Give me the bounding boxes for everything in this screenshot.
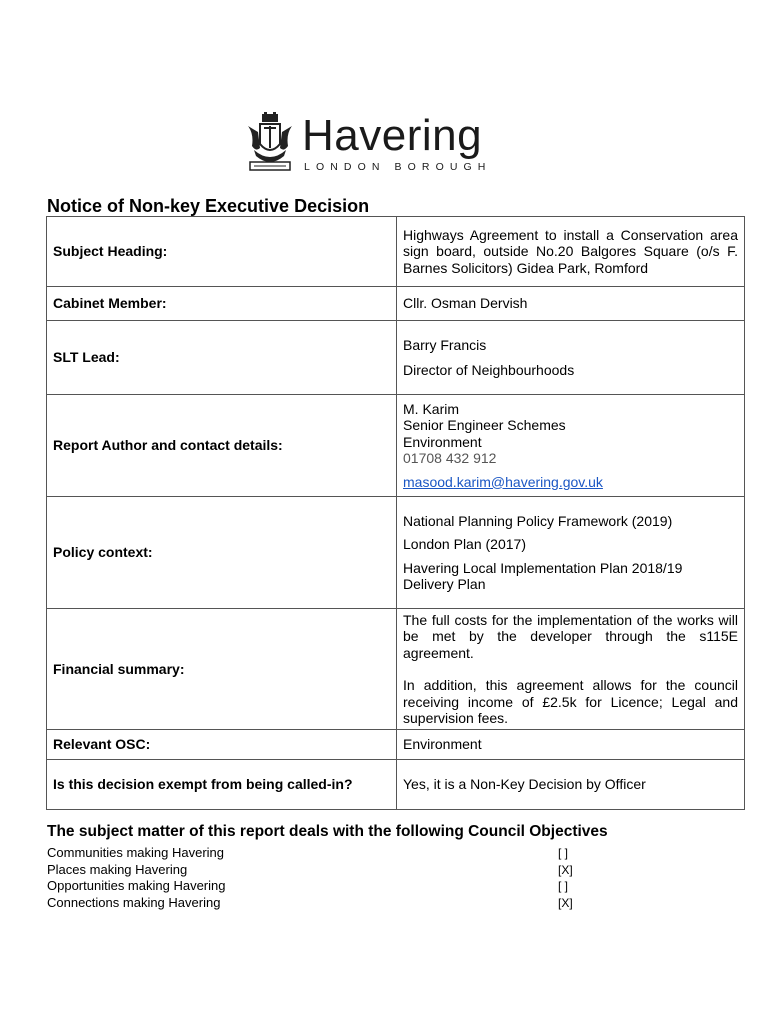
author-name: M. Karim <box>403 400 459 417</box>
row-policy-context <box>47 497 745 609</box>
row-cabinet-member <box>47 287 745 321</box>
policy-item: Havering Local Implementation Plan 2018/19 Delivery Plan <box>403 559 683 592</box>
slt-lead-role: Director of Neighbourhoods <box>403 362 575 378</box>
cabinet-member-value: Cllr. Osman Dervish <box>397 287 745 321</box>
subject-heading-text: Highways Agreement to install a Conservation area sign board, outside No.20 Balgores Square (o/s F. Barnes Solicitors) Gidea Park, Romford <box>403 226 738 276</box>
author-phone: 01708 432 912 <box>403 450 497 467</box>
relevant-osc-label: Relevant OSC: <box>47 730 397 760</box>
row-call-in-exemption <box>47 760 745 810</box>
council-objectives-title: The subject matter of this report deals with the following Council Objectives <box>47 823 608 840</box>
objective-label: Places making Havering <box>47 861 188 877</box>
objective-mark: [X] <box>558 862 573 877</box>
objective-mark: [X] <box>558 895 573 910</box>
row-financial-summary <box>47 609 745 730</box>
subject-heading-label: Subject Heading: <box>47 217 397 287</box>
row-subject-heading <box>47 217 745 287</box>
row-slt-lead <box>47 321 745 395</box>
objective-label: Opportunities making Havering <box>47 878 226 893</box>
call-in-exemption-value: Yes, it is a Non-Key Decision by Officer <box>397 760 745 810</box>
slt-lead-name: Barry Francis <box>403 336 487 353</box>
row-relevant-osc <box>47 730 745 760</box>
financial-paragraph-1: The full costs for the implementation of the works will be met by the developer through the s115E agreement. <box>403 611 738 661</box>
objective-row <box>47 895 587 912</box>
policy-item: London Plan (2017) <box>403 536 526 552</box>
objective-mark: [ ] <box>558 846 569 860</box>
brand-subtitle: LONDON BOROUGH <box>304 161 492 173</box>
objective-mark: [ ] <box>558 879 569 893</box>
borough-crest-icon <box>244 112 296 174</box>
brand-name: Havering <box>302 111 483 160</box>
objective-row <box>47 862 587 879</box>
relevant-osc-value: Environment <box>397 730 745 760</box>
report-author-value <box>397 395 745 497</box>
financial-summary-label: Financial summary: <box>47 609 397 730</box>
objective-label: Communities making Havering <box>47 845 225 860</box>
policy-item: National Planning Policy Framework (2019) <box>403 512 673 529</box>
author-department: Environment <box>403 433 482 450</box>
cabinet-member-label: Cabinet Member: <box>47 287 397 321</box>
report-author-label: Report Author and contact details: <box>47 395 397 497</box>
havering-logo <box>244 112 534 176</box>
council-objectives-list <box>47 845 587 911</box>
objective-label: Connections making Havering <box>47 894 221 910</box>
slt-lead-label: SLT Lead: <box>47 321 397 395</box>
row-report-author <box>47 395 745 497</box>
subject-heading-value <box>397 217 745 287</box>
financial-summary-value <box>397 609 745 730</box>
author-email-link[interactable]: masood.karim@havering.gov.uk <box>403 473 603 490</box>
author-role: Senior Engineer Schemes <box>403 417 566 434</box>
decision-table <box>46 216 745 810</box>
objective-row <box>47 845 587 862</box>
policy-context-label: Policy context: <box>47 497 397 609</box>
slt-lead-value <box>397 321 745 395</box>
financial-paragraph-2: In addition, this agreement allows for the council receiving income of £2.5k for Licence; Legal and supervision fees. <box>403 677 738 726</box>
page-title: Notice of Non-key Executive Decision <box>47 196 370 216</box>
policy-context-value <box>397 497 745 609</box>
call-in-exemption-label: Is this decision exempt from being called-in? <box>47 760 397 810</box>
objective-row <box>47 878 587 895</box>
